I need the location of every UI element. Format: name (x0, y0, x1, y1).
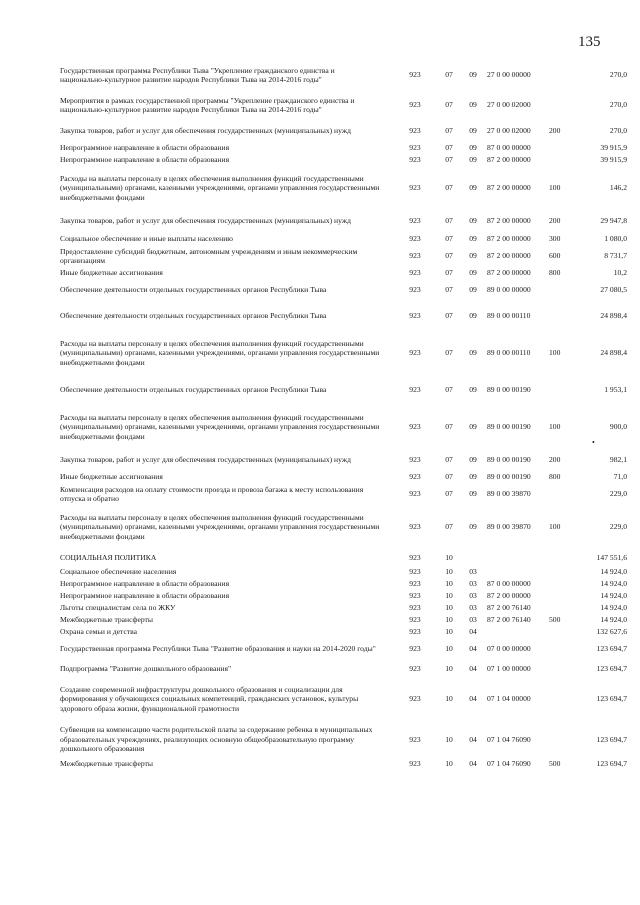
row-code-target: 89 0 00 39870 (487, 522, 531, 532)
row-code-section: 10 (445, 759, 453, 769)
row-code-ministry: 923 (409, 615, 421, 625)
row-code-expense-type (549, 549, 575, 566)
row-code-target: 89 0 00 00190 (487, 422, 531, 432)
row-code-expense-type: 100 (549, 422, 561, 432)
row-amount: 123 694,7 (596, 644, 627, 654)
row-code-ministry: 923 (409, 385, 421, 395)
row-code-target: 87 2 00 00000 (487, 251, 531, 261)
row-name: Непрограммное направление в области образования (60, 591, 230, 601)
row-code-target: 89 0 00 39870 (487, 489, 531, 499)
row-code-subsection: 09 (469, 348, 477, 358)
row-code-subsection: 09 (469, 126, 477, 136)
table-row (60, 232, 627, 245)
row-code-section: 10 (445, 615, 453, 625)
row-name: Мероприятия в рамках государственной программы "Укрепление гражданского единства и национально-культурное развитие народов Республики Тыва на 2014-2016 годы" (60, 95, 355, 114)
row-code-section: 10 (445, 567, 453, 577)
row-code-subsection: 03 (469, 579, 477, 589)
row-code-expense-type (549, 483, 575, 505)
row-code-section: 07 (445, 522, 453, 532)
table-row (60, 758, 627, 770)
row-code-section: 07 (445, 233, 453, 243)
row-code-ministry: 923 (409, 644, 421, 654)
row-amount: 900,0 (609, 422, 627, 432)
row-amount: 132 627,6 (596, 627, 627, 637)
row-code-expense-type (549, 154, 575, 166)
table-row (60, 279, 627, 301)
row-name: Закупка товаров, работ и услуг для обеспечения государственных (муниципальных) нужд (60, 216, 351, 226)
row-code-subsection (462, 549, 484, 566)
row-amount: 982,1 (609, 455, 627, 465)
row-code-target (484, 549, 549, 566)
table-row (60, 614, 627, 626)
row-code-ministry: 923 (409, 567, 421, 577)
row-code-section: 07 (445, 268, 453, 278)
row-name: Компенсация расходов на оплату стоимости проезда и провоза багажа к месту использования отпуска и обратно (60, 484, 364, 503)
row-name: Социальное обеспечение и иные выплаты населению (60, 233, 233, 243)
row-code-ministry: 923 (409, 155, 421, 165)
row-name: Закупка товаров, работ и услуг для обеспечения государственных (муниципальных) нужд (60, 455, 351, 465)
table-row (60, 210, 627, 232)
row-amount: 123 694,7 (596, 663, 627, 673)
row-name: Непрограммное направление в области образования (60, 143, 230, 153)
table-row (60, 405, 627, 449)
row-code-section: 07 (445, 285, 453, 295)
row-code-section: 10 (445, 591, 453, 601)
row-code-target: 89 0 00 00190 (487, 385, 531, 395)
row-code-ministry: 923 (409, 216, 421, 226)
row-code-subsection: 09 (469, 268, 477, 278)
row-name: Непрограммное направление в области образования (60, 579, 230, 589)
row-code-subsection: 09 (469, 472, 477, 482)
row-name: Расходы на выплаты персоналу в целях обеспечения выполнения функций государственными (муниципальными) органами, казенными учреждениями, органами управления государственными внебюджетными фондами (60, 338, 380, 367)
row-code-expense-type (549, 660, 575, 677)
row-code-target: 87 2 00 00000 (487, 155, 531, 165)
row-code-subsection: 04 (469, 644, 477, 654)
row-code-expense-type (549, 90, 575, 120)
row-code-section: 07 (445, 489, 453, 499)
row-amount: 14 924,0 (600, 567, 627, 577)
row-name: Обеспечение деятельности отдельных государственных органов Республики Тыва (60, 385, 327, 395)
row-code-section: 07 (445, 100, 453, 110)
row-code-ministry: 923 (409, 734, 421, 744)
row-amount: 1 953,1 (604, 385, 627, 395)
row-code-subsection: 03 (469, 567, 477, 577)
row-code-ministry: 923 (409, 251, 421, 261)
row-amount: 24 898,4 (600, 348, 627, 358)
row-code-subsection: 09 (469, 70, 477, 80)
row-amount: 10,2 (613, 268, 627, 278)
table-row (60, 638, 627, 660)
row-code-section: 07 (445, 385, 453, 395)
row-code-subsection: 09 (469, 143, 477, 153)
row-amount: 14 924,0 (600, 579, 627, 589)
row-name: Обеспечение деятельности отдельных государственных органов Республики Тыва (60, 311, 327, 321)
row-name: Создание современной инфраструктуры дошкольного образования и социализации для формирования у обучающихся социальных компетенций, гражданских установок, культуры здорового образа жизни, функциональной грамотности (60, 684, 359, 713)
row-code-ministry: 923 (409, 455, 421, 465)
row-code-expense-type: 100 (549, 183, 561, 193)
row-code-subsection: 09 (469, 385, 477, 395)
row-code-section: 10 (445, 694, 453, 704)
row-code-section: 10 (445, 734, 453, 744)
table-row (60, 721, 627, 758)
row-code-ministry: 923 (409, 348, 421, 358)
row-name: Расходы на выплаты персоналу в целях обеспечения выполнения функций государственными (муниципальными) органами, казенными учреждениями, органами управления государственными внебюджетными фондами (60, 412, 380, 441)
table-row (60, 60, 627, 90)
row-code-target: 27 0 00 02000 (487, 126, 531, 136)
row-code-section: 10 (445, 552, 453, 562)
row-code-expense-type (549, 638, 575, 660)
row-code-section: 07 (445, 70, 453, 80)
row-code-target: 89 0 00 00000 (487, 285, 531, 295)
row-code-ministry: 923 (409, 311, 421, 321)
row-code-expense-type (549, 578, 575, 590)
row-code-section: 07 (445, 472, 453, 482)
row-code-ministry: 923 (409, 552, 421, 562)
row-name: Иные бюджетные ассигнования (60, 268, 163, 278)
row-name: Межбюджетные трансферты (60, 615, 153, 625)
row-code-expense-type (549, 301, 575, 331)
row-name: Межбюджетные трансферты (60, 759, 153, 769)
row-amount: 123 694,7 (596, 759, 627, 769)
table-row (60, 471, 627, 483)
row-code-subsection: 04 (469, 663, 477, 673)
table-row (60, 375, 627, 405)
table-row (60, 590, 627, 602)
row-amount: 29 947,8 (600, 216, 627, 226)
row-code-ministry: 923 (409, 422, 421, 432)
row-amount: 270,0 (609, 70, 627, 80)
row-code-ministry: 923 (409, 627, 421, 637)
row-amount: 229,0 (609, 489, 627, 499)
row-code-target: 89 0 00 00190 (487, 455, 531, 465)
table-row (60, 449, 627, 471)
row-code-subsection: 04 (469, 694, 477, 704)
table-row (60, 505, 627, 549)
row-code-section: 10 (445, 644, 453, 654)
row-code-target: 07 1 00 00000 (487, 663, 531, 673)
row-code-target: 27 0 00 02000 (487, 100, 531, 110)
row-code-expense-type (549, 626, 575, 638)
row-code-target: 07 1 04 00000 (487, 694, 531, 704)
row-code-ministry: 923 (409, 591, 421, 601)
row-code-subsection: 04 (469, 759, 477, 769)
row-amount: 270,0 (609, 126, 627, 136)
row-code-ministry: 923 (409, 233, 421, 243)
row-amount: 24 898,4 (600, 311, 627, 321)
row-amount: 1 080,0 (604, 233, 627, 243)
row-code-ministry: 923 (409, 183, 421, 193)
margin-mark: • (592, 438, 595, 447)
row-code-subsection: 09 (469, 422, 477, 432)
row-code-section: 07 (445, 183, 453, 193)
table-row (60, 566, 627, 578)
row-code-target: 87 2 00 76140 (487, 603, 531, 613)
row-code-expense-type (549, 721, 575, 758)
row-code-ministry: 923 (409, 522, 421, 532)
table-row (60, 660, 627, 677)
row-code-expense-type (549, 590, 575, 602)
row-code-section: 10 (445, 627, 453, 637)
table-row (60, 626, 627, 638)
table-row (60, 301, 627, 331)
row-code-expense-type (549, 566, 575, 578)
row-code-target: 07 1 04 76090 (487, 734, 531, 744)
row-code-expense-type (549, 677, 575, 721)
row-code-subsection: 09 (469, 285, 477, 295)
row-code-subsection: 09 (469, 183, 477, 193)
row-amount: 270,0 (609, 100, 627, 110)
row-code-section: 07 (445, 216, 453, 226)
row-code-subsection: 04 (469, 627, 477, 637)
row-code-ministry: 923 (409, 285, 421, 295)
table-row (60, 549, 627, 566)
row-code-expense-type: 200 (549, 216, 561, 226)
table-row (60, 120, 627, 142)
row-name: Иные бюджетные ассигнования (60, 472, 163, 482)
row-code-target: 89 0 00 00110 (487, 311, 531, 321)
row-name: Льготы специалистам села по ЖКУ (60, 603, 176, 613)
row-code-section: 07 (445, 143, 453, 153)
row-code-section: 07 (445, 348, 453, 358)
row-code-target: 27 0 00 00000 (487, 70, 531, 80)
row-name: Непрограммное направление в области образования (60, 155, 230, 165)
row-amount: 39 915,9 (600, 143, 627, 153)
table-row (60, 245, 627, 267)
row-code-ministry: 923 (409, 100, 421, 110)
table-row (60, 483, 627, 505)
row-amount: 229,0 (609, 522, 627, 532)
row-code-target: 87 0 00 00000 (487, 143, 531, 153)
table-row (60, 166, 627, 210)
row-code-section: 10 (445, 603, 453, 613)
row-code-expense-type (549, 60, 575, 90)
row-code-subsection: 09 (469, 522, 477, 532)
row-code-target: 87 0 00 00000 (487, 579, 531, 589)
row-code-subsection: 09 (469, 455, 477, 465)
row-code-target: 87 2 00 00000 (487, 233, 531, 243)
row-code-target: 07 0 00 00000 (487, 644, 531, 654)
row-code-target: 87 2 00 76140 (487, 615, 531, 625)
row-code-ministry: 923 (409, 268, 421, 278)
table-row (60, 602, 627, 614)
row-name: Субвенция на компенсацию части родительской платы за содержание ребенка в муниципальных образовательных учреждениях, реализующих основную общеобразовательную программу дошкольного образования (60, 725, 373, 754)
row-code-subsection: 03 (469, 591, 477, 601)
row-code-subsection: 03 (469, 615, 477, 625)
row-code-target: 87 2 00 00000 (487, 268, 531, 278)
table-row (60, 154, 627, 166)
row-code-ministry: 923 (409, 603, 421, 613)
row-amount: 39 915,9 (600, 155, 627, 165)
row-code-subsection: 09 (469, 155, 477, 165)
row-code-section: 07 (445, 155, 453, 165)
row-code-ministry: 923 (409, 143, 421, 153)
row-code-ministry: 923 (409, 579, 421, 589)
row-code-section: 07 (445, 251, 453, 261)
row-amount: 8 731,7 (604, 251, 627, 261)
row-code-ministry: 923 (409, 126, 421, 136)
row-code-expense-type (549, 142, 575, 154)
row-amount: 147 551,6 (596, 552, 627, 562)
row-code-subsection: 09 (469, 489, 477, 499)
row-name: Расходы на выплаты персоналу в целях обеспечения выполнения функций государственными (муниципальными) органами, казенными учреждениями, органами управления государственными внебюджетными фондами (60, 512, 380, 541)
row-code-expense-type: 100 (549, 348, 561, 358)
row-code-expense-type (549, 375, 575, 405)
row-code-expense-type: 200 (549, 126, 561, 136)
row-code-section: 10 (445, 579, 453, 589)
row-code-target (484, 566, 549, 578)
row-code-target: 07 1 04 76090 (487, 759, 531, 769)
row-code-section: 10 (445, 663, 453, 673)
row-name: Предоставление субсидий бюджетным, автономным учреждениям и иным некоммерческим организациям (60, 246, 358, 265)
row-amount: 14 924,0 (600, 603, 627, 613)
row-code-subsection: 09 (469, 311, 477, 321)
row-code-subsection: 04 (469, 734, 477, 744)
row-code-target: 89 0 00 00110 (487, 348, 531, 358)
row-code-section: 07 (445, 455, 453, 465)
row-code-ministry: 923 (409, 70, 421, 80)
row-amount: 14 924,0 (600, 591, 627, 601)
row-code-section: 07 (445, 311, 453, 321)
row-code-target (484, 626, 549, 638)
table-row (60, 578, 627, 590)
page-number: 135 (578, 34, 601, 50)
row-code-ministry: 923 (409, 759, 421, 769)
row-code-expense-type: 100 (549, 522, 561, 532)
table-row (60, 142, 627, 154)
table-row (60, 267, 627, 279)
table-row (60, 90, 627, 120)
table-row (60, 677, 627, 721)
row-code-ministry: 923 (409, 663, 421, 673)
row-code-expense-type: 800 (549, 472, 561, 482)
row-code-subsection: 09 (469, 216, 477, 226)
row-name: Закупка товаров, работ и услуг для обеспечения государственных (муниципальных) нужд (60, 126, 351, 136)
row-code-ministry: 923 (409, 694, 421, 704)
row-code-expense-type (549, 279, 575, 301)
row-code-expense-type: 500 (549, 759, 561, 769)
row-code-section: 07 (445, 126, 453, 136)
row-code-expense-type: 200 (549, 455, 561, 465)
row-code-target: 87 2 00 00000 (487, 216, 531, 226)
row-code-target: 89 0 00 00190 (487, 472, 531, 482)
row-code-subsection: 03 (469, 603, 477, 613)
row-code-expense-type: 600 (549, 251, 561, 261)
row-name: Государственная программа Республики Тыва "Укрепление гражданского единства и национально-культурное развитие народов Республики Тыва на 2014-2016 годы" (60, 65, 335, 84)
row-amount: 71,0 (613, 472, 627, 482)
row-code-subsection: 09 (469, 251, 477, 261)
row-amount: 123 694,7 (596, 694, 627, 704)
row-code-target: 87 2 00 00000 (487, 183, 531, 193)
row-amount: 123 694,7 (596, 734, 627, 744)
row-name: СОЦИАЛЬНАЯ ПОЛИТИКА (60, 552, 157, 562)
row-code-section: 07 (445, 422, 453, 432)
row-code-subsection: 09 (469, 233, 477, 243)
table-row (60, 331, 627, 375)
row-amount: 146,2 (609, 183, 627, 193)
row-code-ministry: 923 (409, 489, 421, 499)
budget-table (60, 60, 627, 770)
row-code-ministry: 923 (409, 472, 421, 482)
row-name: Государственная программа Республики Тыва "Развитие образования и науки на 2014-2020 годы" (60, 644, 376, 654)
row-name: Охрана семьи и детства (60, 627, 137, 637)
row-code-expense-type: 800 (549, 268, 561, 278)
row-code-target: 87 2 00 00000 (487, 591, 531, 601)
row-amount: 14 924,0 (600, 615, 627, 625)
row-code-expense-type: 500 (549, 615, 561, 625)
row-amount: 27 080,5 (600, 285, 627, 295)
row-name: Социальное обеспечение населения (60, 567, 177, 577)
row-code-subsection: 09 (469, 100, 477, 110)
row-name: Обеспечение деятельности отдельных государственных органов Республики Тыва (60, 285, 327, 295)
row-code-expense-type: 300 (549, 233, 561, 243)
row-code-expense-type (549, 602, 575, 614)
row-name: Подпрограмма "Развитие дошкольного образования" (60, 663, 232, 673)
row-name: Расходы на выплаты персоналу в целях обеспечения выполнения функций государственными (муниципальными) органами, казенными учреждениями, органами управления государственными внебюджетными фондами (60, 173, 380, 202)
